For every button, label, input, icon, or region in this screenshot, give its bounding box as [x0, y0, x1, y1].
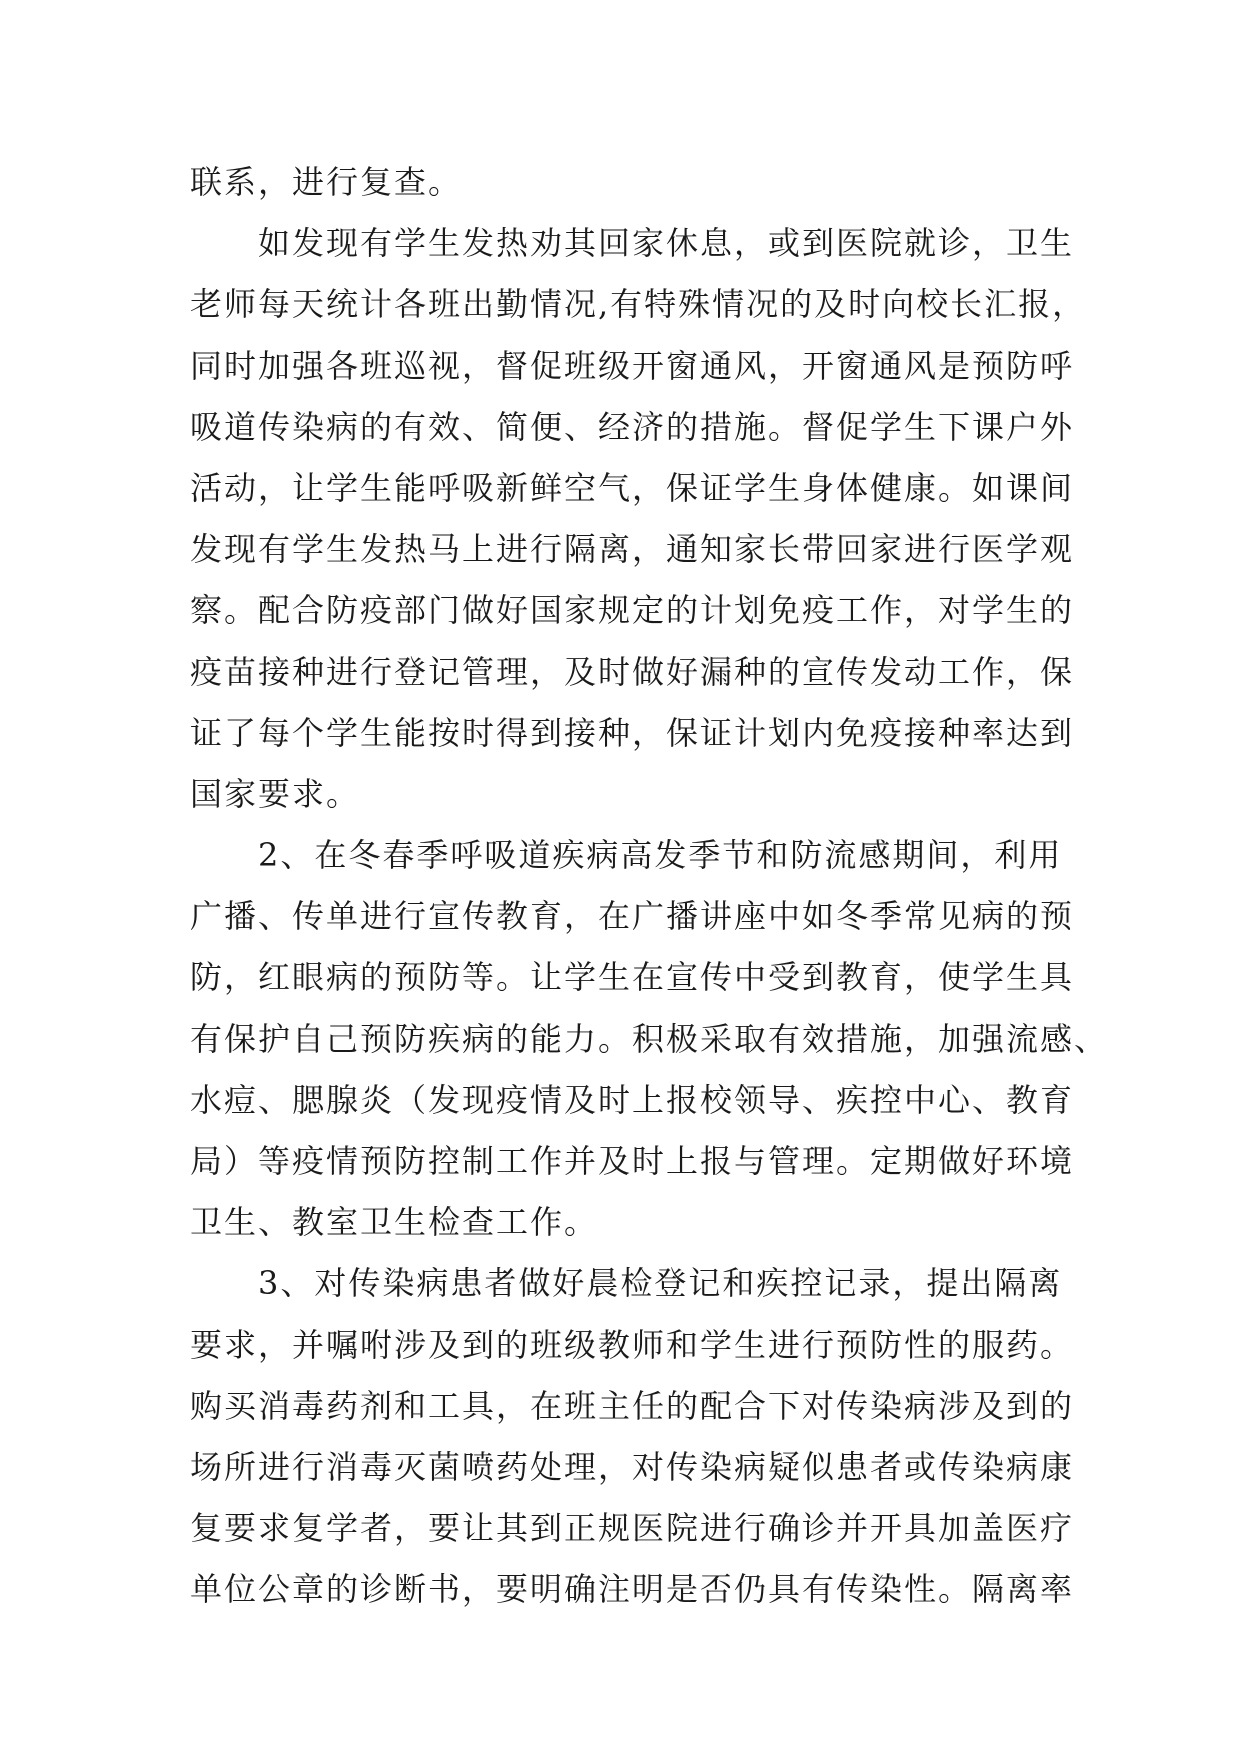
- text-line: 同时加强各班巡视，督促班级开窗通风，开窗通风是预防呼: [190, 346, 1075, 385]
- text-line: 复要求复学者，要让其到正规医院进行确诊并开具加盖医疗: [190, 1509, 1075, 1548]
- text-line: 广播、传单进行宣传教育，在广播讲座中如冬季常见病的预: [190, 897, 1075, 936]
- text-line: 疫苗接种进行登记管理，及时做好漏种的宣传发动工作，保: [190, 652, 1075, 691]
- text-line: 活动，让学生能呼吸新鲜空气，保证学生身体健康。如课间: [190, 468, 1075, 507]
- text-line: 察。配合防疫部门做好国家规定的计划免疫工作，对学生的: [190, 591, 1075, 630]
- text-line: 场所进行消毒灭菌喷药处理，对传染病疑似患者或传染病康: [190, 1447, 1075, 1486]
- text-line: 老师每天统计各班出勤情况,有特殊情况的及时向校长汇报，: [190, 285, 1087, 324]
- text-line: 有保护自己预防疾病的能力。积极采取有效措施，加强流感、: [190, 1019, 1109, 1058]
- text-line: 吸道传染病的有效、简便、经济的措施。督促学生下课户外: [190, 407, 1075, 446]
- text-line: 单位公章的诊断书，要明确注明是否仍具有传染性。隔离率: [190, 1570, 1075, 1609]
- text-line: 要求，并嘱咐涉及到的班级教师和学生进行预防性的服药。: [190, 1325, 1075, 1364]
- text-line: 国家要求。: [190, 774, 361, 813]
- text-line: 如发现有学生发热劝其回家休息，或到医院就诊，卫生: [258, 224, 1075, 263]
- text-line: 卫生、教室卫生检查工作。: [190, 1203, 599, 1242]
- text-line: 购买消毒药剂和工具，在班主任的配合下对传染病涉及到的: [190, 1386, 1075, 1425]
- text-line: 联系，进行复查。: [190, 163, 463, 201]
- text-line: 局）等疫情预防控制工作并及时上报与管理。定期做好环境: [190, 1142, 1075, 1180]
- text-line: 3、对传染病患者做好晨检登记和疾控记录，提出隔离: [258, 1264, 1063, 1303]
- text-line: 2、在冬春季呼吸道疾病高发季节和防流感期间，利用: [258, 836, 1063, 875]
- text-line: 防，红眼病的预防等。让学生在宣传中受到教育，使学生具: [190, 958, 1075, 997]
- text-line: 水痘、腮腺炎（发现疫情及时上报校领导、疾控中心、教育: [190, 1080, 1075, 1119]
- body-text: [190, 152, 1109, 1621]
- text-line: 发现有学生发热马上进行隔离，通知家长带回家进行医学观: [190, 530, 1075, 569]
- text-line: 证了每个学生能按时得到接种，保证计划内免疫接种率达到: [190, 713, 1075, 752]
